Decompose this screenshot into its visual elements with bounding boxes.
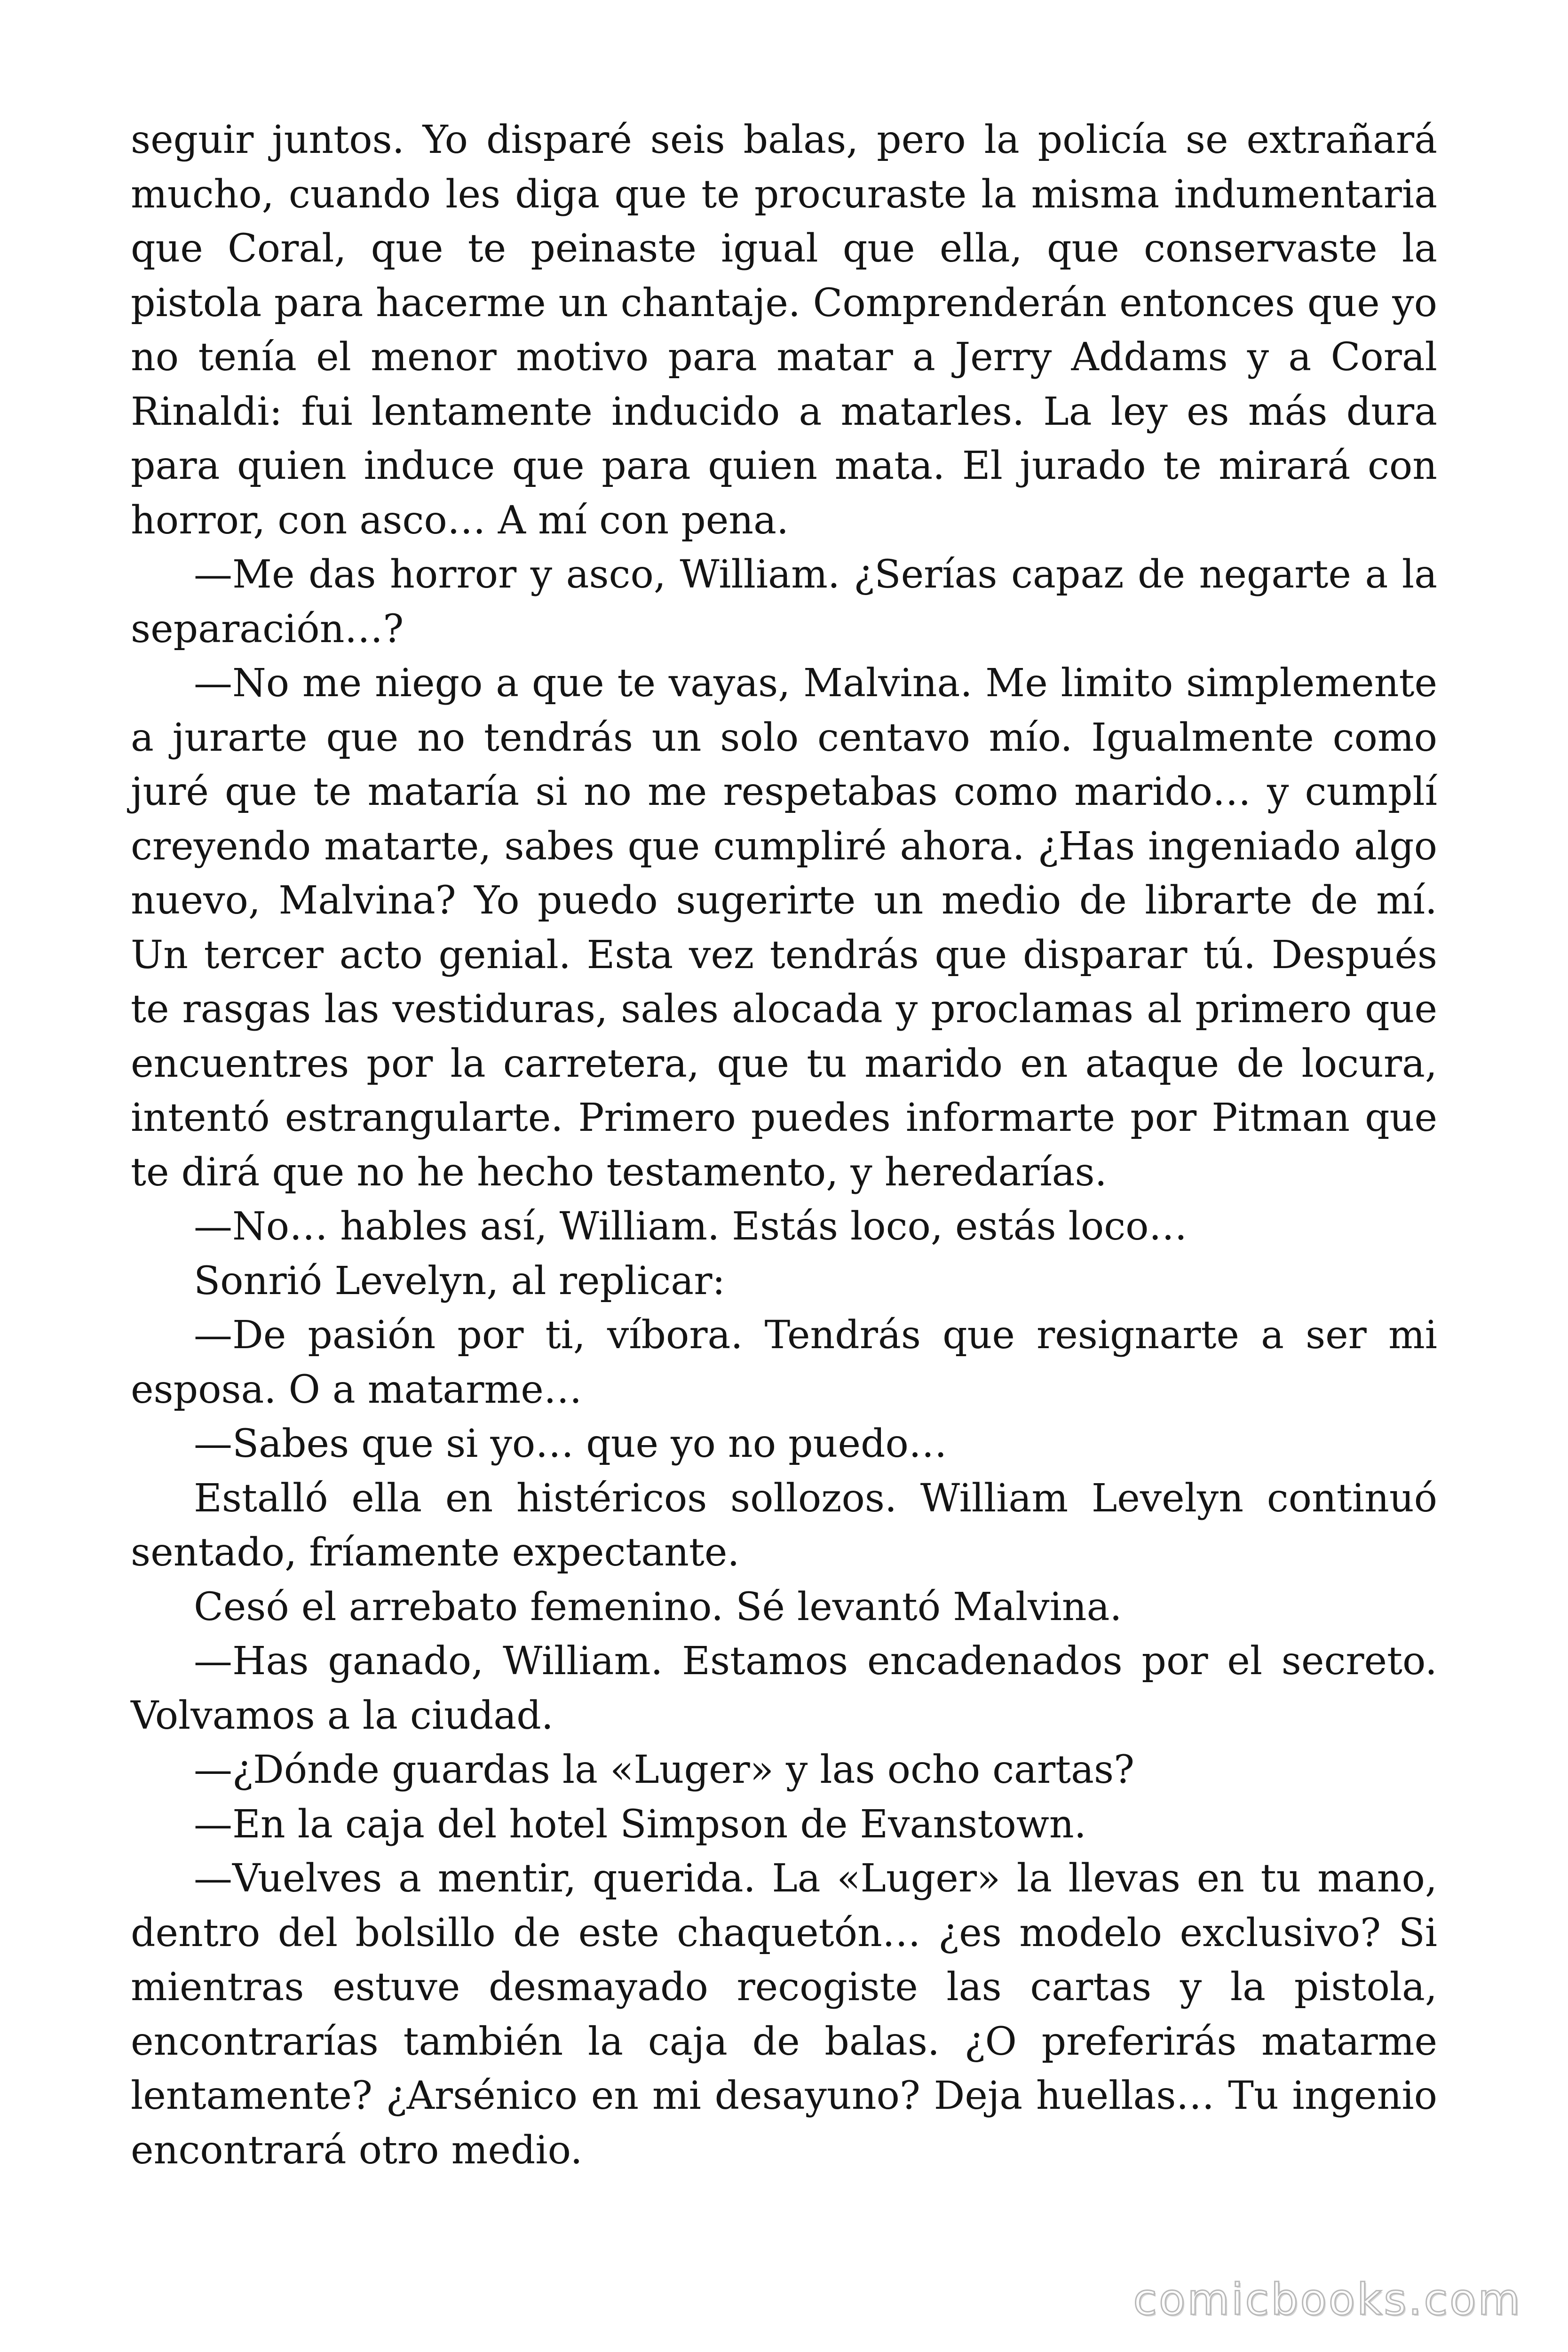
paragraph-9: Cesó el arrebato femenino. Sé levantó Malvina. <box>194 1584 1122 1629</box>
paragraph-7: —Sabes que si yo… que yo no puedo… <box>194 1422 947 1466</box>
paragraph-1: seguir juntos. Yo disparé seis balas, pero la policía se extrañará mucho, cuando les diga que te procuraste la misma indumentaria que Coral, que te peinaste igual que ella, que conservaste la pistola para hacerme un chantaje. Comprenderán entonces que yo no tenía el menor motivo para matar a Jerry Addams y a Coral Rinaldi: fui lentamente inducido a matarles. La ley es más dura para quien induce que para quien mata. El jurado te mirará con horror, con asco… A mí con pena. <box>131 118 1437 543</box>
paragraph-11: —¿Dónde guardas la «Luger» y las ocho cartas? <box>194 1748 1135 1792</box>
paragraph-3: —No me niego a que te vayas, Malvina. Me limito simplemente a jurarte que no tendrás un solo centavo mío. Igualmente como juré que te mataría si no me respetabas como marido… y cumplí creyendo matarte, sabes que cumpliré ahora. ¿Has ingeniado algo nuevo, Malvina? Yo puedo sugerirte un medio de librarte de mí. Un tercer acto genial. Esta vez tendrás que disparar tú. Después te rasgas las vestiduras, sales alocada y proclamas al primero que encuentres por la carretera, que tu marido en ataque de locura, intentó estrangularte. Primero puedes informarte por Pitman que te dirá que no he hecho testamento, y heredarías. <box>131 661 1437 1195</box>
watermark: comicbooks.com <box>1133 2274 1522 2325</box>
paragraph-8: Estalló ella en histéricos sollozos. William Levelyn continuó sentado, fríamente expectante. <box>131 1476 1437 1575</box>
paragraph-4: —No… hables así, William. Estás loco, estás loco… <box>194 1204 1188 1249</box>
paragraph-2: —Me das horror y asco, William. ¿Serías capaz de negarte a la separación…? <box>131 552 1437 652</box>
paragraph-5: Sonrió Levelyn, al replicar: <box>194 1258 726 1303</box>
paragraph-6: —De pasión por ti, víbora. Tendrás que resignarte a ser mi esposa. O a matarme… <box>131 1313 1437 1412</box>
page-text <box>131 113 1437 2177</box>
paragraph-13: —Vuelves a mentir, querida. La «Luger» la llevas en tu mano, dentro del bolsillo de este chaquetón… ¿es modelo exclusivo? Si mientras estuve desmayado recogiste las cartas y la pistola, encontrarías también la caja de balas. ¿O preferirás matarme lentamente? ¿Arsénico en mi desayuno? Deja huellas… Tu ingenio encontrará otro medio. <box>131 1856 1437 2173</box>
paragraph-12: —En la caja del hotel Simpson de Evanstown. <box>194 1802 1086 1847</box>
paragraph-10: —Has ganado, William. Estamos encadenados por el secreto. Volvamos a la ciudad. <box>131 1639 1437 1738</box>
